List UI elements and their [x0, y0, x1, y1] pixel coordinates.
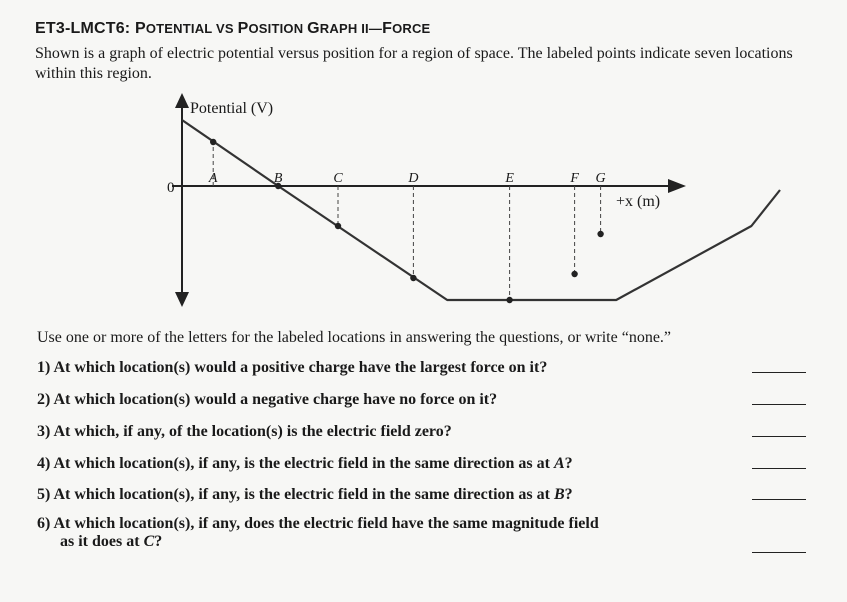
question-continuation	[37, 533, 599, 551]
point-e	[506, 297, 512, 303]
title-cap-f: F	[382, 20, 393, 37]
dashed-guides	[213, 140, 600, 300]
question-number: 2)	[37, 391, 51, 408]
point-label-c: C	[333, 171, 343, 186]
question-mark: ?	[154, 533, 163, 550]
question-number: 5)	[37, 486, 51, 503]
question-mark: ?	[564, 486, 573, 503]
question-4	[37, 455, 573, 473]
title-cap-p1: P	[134, 20, 146, 37]
question-number: 4)	[37, 455, 51, 472]
position-axis-arrow	[668, 179, 686, 193]
question-ref-letter: C	[143, 533, 155, 550]
question-5	[37, 486, 573, 504]
intro-paragraph: Shown is a graph of electric potential versus position for a region of space. The labeled points indicate seven locations within this region.	[35, 45, 793, 82]
instructions: Use one or more of the letters for the labeled locations in answering the questions, or write “none.”	[37, 329, 672, 346]
point-c	[335, 223, 341, 229]
potential-axis-arrow-down	[175, 292, 189, 307]
graph-axes	[172, 93, 686, 307]
potential-curve-group	[182, 120, 780, 300]
question-text: At which, if any, of the location(s) is the electric field zero?	[53, 423, 452, 440]
point-f	[571, 271, 577, 277]
answer-blank-6[interactable]	[752, 552, 806, 553]
title-smallcaps-1: OTENTIAL VS	[145, 21, 238, 36]
question-3	[37, 423, 452, 441]
point-label-a: A	[208, 171, 218, 186]
question-number: 6)	[37, 515, 51, 532]
answer-blank-2[interactable]	[752, 404, 806, 405]
question-text: At which location(s), if any, does the electric field have the same magnitude field	[53, 515, 599, 532]
point-d	[410, 275, 416, 281]
worksheet-code: ET3-LMCT6:	[35, 20, 131, 37]
question-text-cont: as it does at	[60, 533, 144, 550]
question-1	[37, 359, 547, 377]
x-axis-label: +x (m)	[616, 193, 661, 210]
question-6	[37, 515, 599, 551]
title-cap-g: G	[307, 20, 320, 37]
point-label-e: E	[505, 171, 514, 186]
point-markers	[210, 139, 604, 303]
question-text: At which location(s) would a positive charge have the largest force on it?	[53, 359, 548, 376]
answer-blank-3[interactable]	[752, 436, 806, 437]
point-label-b: B	[273, 171, 283, 186]
answer-blank-5[interactable]	[752, 499, 806, 500]
question-text: At which location(s), if any, is the electric field in the same direction as at	[53, 486, 554, 503]
point-label-d: D	[408, 171, 419, 186]
point-a	[210, 139, 216, 145]
question-text: At which location(s), if any, is the electric field in the same direction as at	[53, 455, 554, 472]
question-mark: ?	[564, 455, 573, 472]
question-text: At which location(s) would a negative charge have no force on it?	[53, 391, 498, 408]
question-ref-letter: B	[553, 486, 565, 503]
question-number: 3)	[37, 423, 51, 440]
point-label-g: G	[595, 171, 606, 186]
title-smallcaps-3: RAPH II—	[319, 21, 383, 36]
point-label-f: F	[570, 171, 579, 186]
question-number: 1)	[37, 359, 51, 376]
point-g	[597, 231, 603, 237]
potential-axis-arrow-up	[175, 93, 189, 108]
y-zero-tick-label: 0	[167, 180, 175, 196]
potential-curve	[182, 120, 780, 300]
title-smallcaps-2: OSITION	[248, 21, 308, 36]
answer-blank-1[interactable]	[752, 372, 806, 373]
title-smallcaps-4: ORCE	[392, 21, 431, 36]
question-2	[37, 391, 497, 409]
answer-blank-4[interactable]	[752, 468, 806, 469]
question-ref-letter: A	[553, 455, 565, 472]
y-axis-label: Potential (V)	[190, 100, 274, 117]
title-cap-p2: P	[237, 20, 249, 37]
